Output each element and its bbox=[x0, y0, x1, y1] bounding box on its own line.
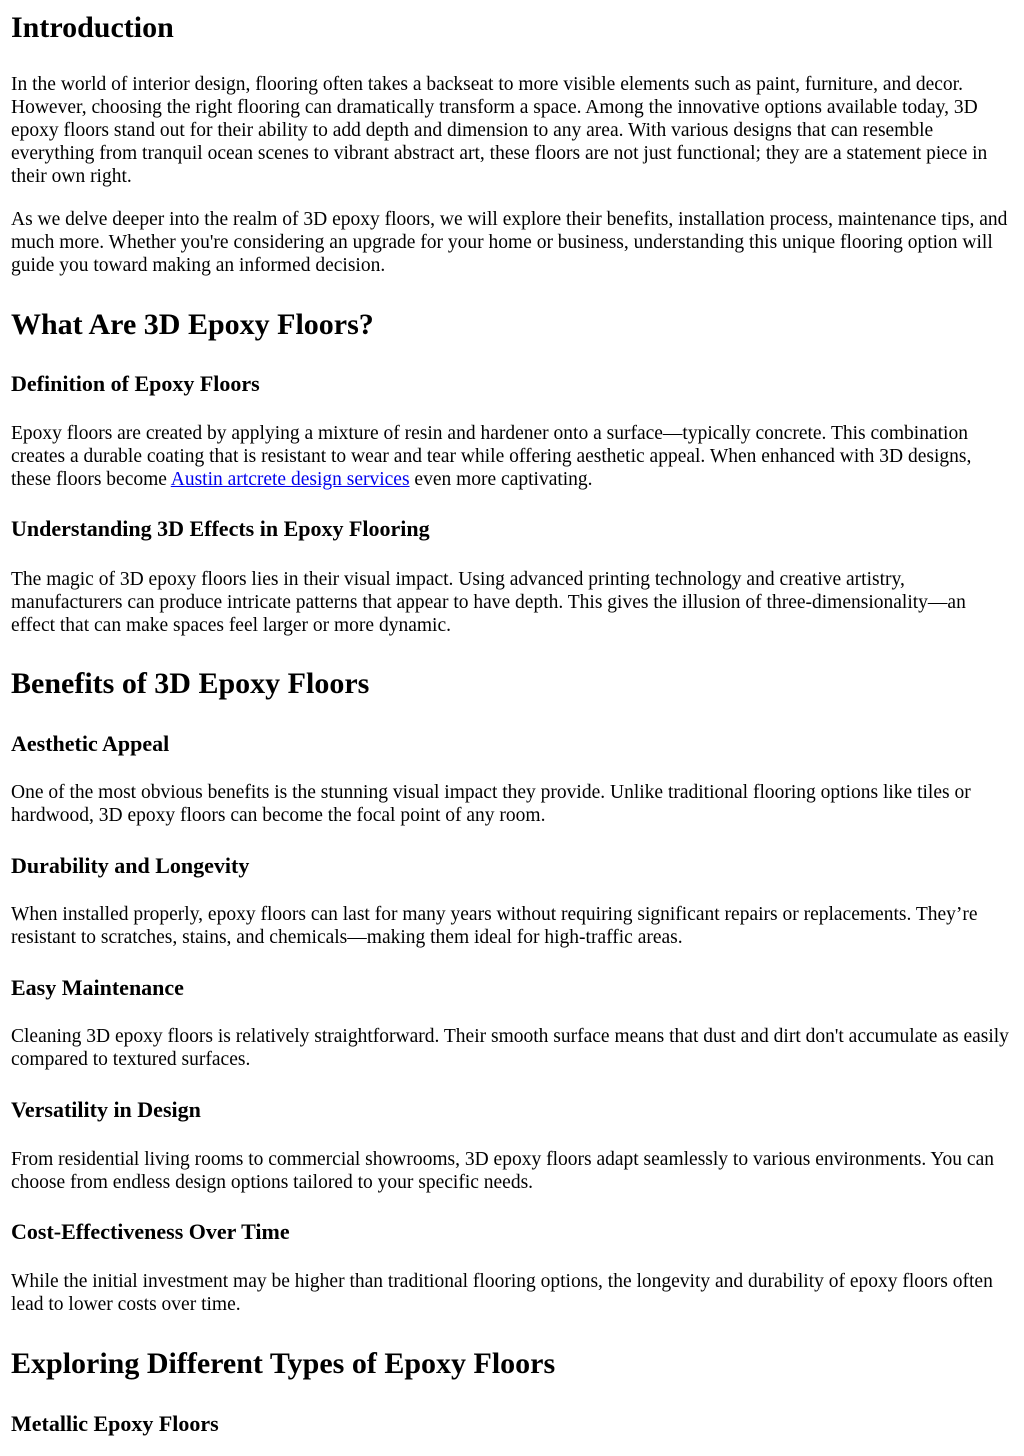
heading-understanding-3d-effects: Understanding 3D Effects in Epoxy Flooring bbox=[11, 516, 430, 541]
paragraph-definition bbox=[11, 422, 1013, 491]
paragraph-introduction-2: As we delve deeper into the realm of 3D epoxy floors, we will explore their benefits, installation process, maintenance tips, and much more. Whether you're considering an upgrade for your home or business, understanding this unique flooring option will guide you toward making an informed decision. bbox=[11, 209, 1008, 276]
heading-types-of-epoxy-floors: Exploring Different Types of Epoxy Floors bbox=[11, 1347, 556, 1380]
paragraph-introduction-1: In the world of interior design, flooring often takes a backseat to more visible elements such as paint, furniture, and decor. However, choosing the right flooring can dramatically transform a space. Among the innovative options available today, 3D epoxy floors stand out for their ability to add depth and dimension to any area. With various designs that can resemble everything from tranquil ocean scenes to vibrant abstract art, these floors are not just functional; they are a statement piece in their own right. bbox=[11, 74, 988, 187]
heading-aesthetic-appeal: Aesthetic Appeal bbox=[11, 731, 170, 756]
paragraph-durability: When installed properly, epoxy floors can last for many years without requiring significant repairs or replacements. They’re resistant to scratches, stains, and chemicals—making them ideal for high-traffic areas. bbox=[11, 904, 978, 948]
heading-versatility-in-design: Versatility in Design bbox=[11, 1097, 201, 1122]
heading-cost-effectiveness: Cost-Effectiveness Over Time bbox=[11, 1219, 290, 1244]
heading-metallic-epoxy-floors: Metallic Epoxy Floors bbox=[11, 1411, 219, 1436]
austin-artcrete-link[interactable]: Austin artcrete design services bbox=[170, 469, 410, 490]
paragraph-easy-maintenance: Cleaning 3D epoxy floors is relatively straightforward. Their smooth surface means that dust and dirt don't accumulate as easily compared to textured surfaces. bbox=[11, 1026, 1009, 1070]
heading-introduction: Introduction bbox=[11, 11, 174, 44]
definition-text-before: Epoxy floors are created by applying a mixture of resin and hardener onto a surface—typically concrete. This combination creates a durable coating that is resistant to wear and tear while offering aesthetic appeal. When enhanced with 3D designs, these floors become bbox=[11, 423, 972, 490]
heading-easy-maintenance: Easy Maintenance bbox=[11, 975, 184, 1000]
paragraph-versatility: From residential living rooms to commercial showrooms, 3D epoxy floors adapt seamlessly to various environments. You can choose from endless design options tailored to your specific needs. bbox=[11, 1149, 994, 1193]
paragraph-3d-effects: The magic of 3D epoxy floors lies in their visual impact. Using advanced printing technology and creative artistry, manufacturers can produce intricate patterns that appear to have depth. This gives the illusion of three-dimensionality—an effect that can make spaces feel larger or more dynamic. bbox=[11, 569, 966, 636]
heading-what-are-3d-epoxy-floors: What Are 3D Epoxy Floors? bbox=[11, 308, 374, 341]
paragraph-aesthetic-appeal: One of the most obvious benefits is the stunning visual impact they provide. Unlike traditional flooring options like tiles or hardwood, 3D epoxy floors can become the focal point of any room. bbox=[11, 782, 971, 826]
heading-durability-and-longevity: Durability and Longevity bbox=[11, 853, 250, 878]
heading-definition-of-epoxy-floors: Definition of Epoxy Floors bbox=[11, 371, 260, 396]
article bbox=[0, 10, 1024, 1437]
definition-text-after: even more captivating. bbox=[409, 469, 593, 490]
paragraph-cost-effectiveness: While the initial investment may be higher than traditional flooring options, the longevity and durability of epoxy floors often lead to lower costs over time. bbox=[11, 1271, 993, 1315]
heading-benefits: Benefits of 3D Epoxy Floors bbox=[11, 667, 370, 700]
